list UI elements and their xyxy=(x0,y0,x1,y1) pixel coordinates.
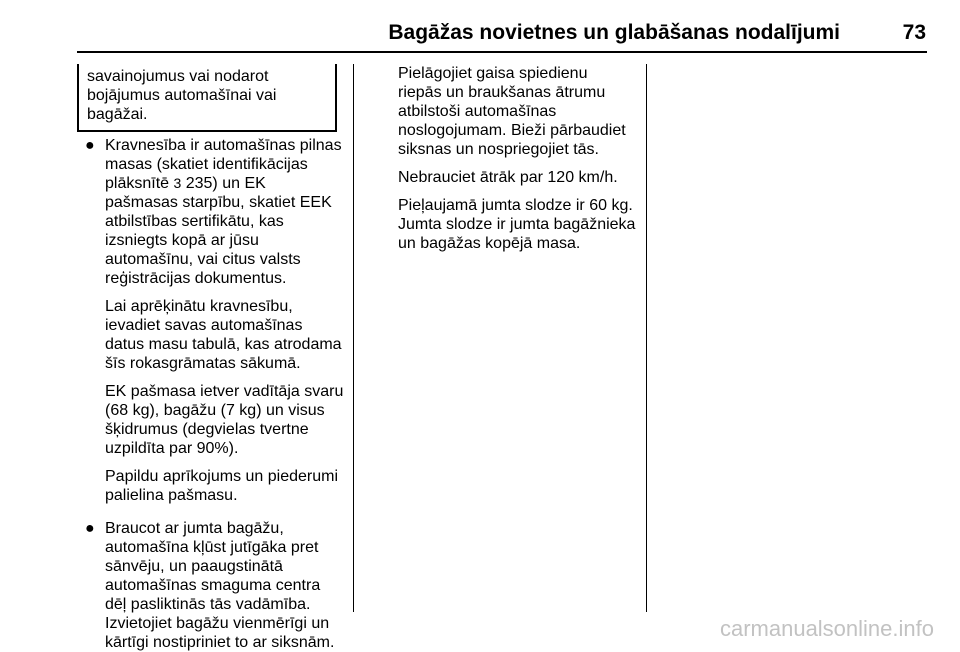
header-rule xyxy=(77,51,927,53)
bullet-icon: ● xyxy=(85,137,95,154)
paragraph-payload-calculation xyxy=(105,297,343,373)
text-line: Jumta slodze ir jumta bagāžnieka xyxy=(398,216,636,233)
text-line: ievadiet savas automašīnas xyxy=(105,317,303,334)
text-line: Kravnesība ir automašīnas pilnas xyxy=(105,137,342,154)
bullet-item-payload xyxy=(77,136,343,505)
text-line: automašīna kļūst jutīgāka pret xyxy=(105,539,319,556)
text-line: (68 kg), bagāžu (7 kg) un visus xyxy=(105,402,325,419)
text-line: Lai aprēķinātu kravnesību, xyxy=(105,298,293,315)
paragraph-optional-equipment xyxy=(105,467,343,505)
page-number: 73 xyxy=(902,21,926,44)
text-line: datus masu tabulā, kas atrodama xyxy=(105,336,342,353)
text-line: automašīnu, vai citus valsts xyxy=(105,251,301,268)
notice-line: bagāžai. xyxy=(87,106,148,123)
bullet-icon: ● xyxy=(85,520,95,537)
paragraph-roof-load-limit xyxy=(398,196,638,253)
text-line: šīs rokasgrāmatas sākumā. xyxy=(105,355,301,372)
paragraph-tyre-pressure xyxy=(398,64,638,159)
paragraph-roof-load-handling xyxy=(105,519,343,652)
text-line: pašmasas starpību, skatiet EEK xyxy=(105,194,332,211)
text-line: izsniegts kopā ar jūsu xyxy=(105,232,259,249)
paragraph-curb-weight xyxy=(105,382,343,458)
column-2 xyxy=(398,64,638,253)
text-line: atbilstības sertifikātu, kas xyxy=(105,213,284,230)
watermark-text: carmanualsonline.info xyxy=(719,616,934,641)
paragraph-speed-limit xyxy=(398,168,638,187)
text-fragment: 235) un EK xyxy=(181,175,266,192)
text-line: šķidrumus (degvielas tvertne xyxy=(105,421,309,438)
text-line: sānvēju, un paaugstinātā xyxy=(105,558,283,575)
bullet-item-roof-load xyxy=(77,519,343,652)
notice-line: bojājumus automašīnai vai xyxy=(87,87,277,104)
text-line: Nebrauciet ātrāk par 120 km/h. xyxy=(398,169,618,186)
text-line: un bagāžas kopējā masa. xyxy=(398,235,581,252)
text-line: uzpildīta par 90%). xyxy=(105,440,239,457)
text-line xyxy=(105,174,343,193)
text-line: dēļ pasliktinās tās vadāmība. xyxy=(105,596,311,613)
text-line: kārtīgi nostipriniet to ar siksnām. xyxy=(105,634,335,651)
text-line: Papildu aprīkojums un piederumi xyxy=(105,468,339,485)
notice-box xyxy=(77,64,337,132)
text-line: EK pašmasa ietver vadītāja svaru xyxy=(105,383,344,400)
page-reference-icon: 3 xyxy=(173,175,182,191)
text-line: siksnas un nospriegojiet tās. xyxy=(398,141,599,158)
column-1 xyxy=(77,136,343,652)
text-line: atbilstoši automašīnas xyxy=(398,103,557,120)
column-divider xyxy=(646,64,647,612)
text-line: palielina pašmasu. xyxy=(105,487,238,504)
text-line: Pielāgojiet gaisa spiedienu xyxy=(398,65,588,82)
text-line: Pieļaujamā jumta slodze ir 60 kg. xyxy=(398,197,633,214)
column-divider xyxy=(353,64,354,612)
paragraph-payload-definition xyxy=(105,136,343,288)
text-line: Izvietojiet bagāžu vienmērīgi un xyxy=(105,615,330,632)
text-line: automašīnas smaguma centra xyxy=(105,577,321,594)
text-line: riepās un braukšanas ātrumu xyxy=(398,84,606,101)
text-line: Braucot ar jumta bagāžu, xyxy=(105,520,284,537)
text-line: masas (skatiet identifikācijas xyxy=(105,156,308,173)
page-header-title: Bagāžas novietnes un glabāšanas nodalījumi xyxy=(388,21,840,44)
text-fragment: plāksnītē xyxy=(105,175,174,192)
text-line: reģistrācijas dokumentus. xyxy=(105,270,287,287)
notice-line: savainojumus vai nodarot xyxy=(87,68,269,85)
text-line: noslogojumam. Bieži pārbaudiet xyxy=(398,122,626,139)
